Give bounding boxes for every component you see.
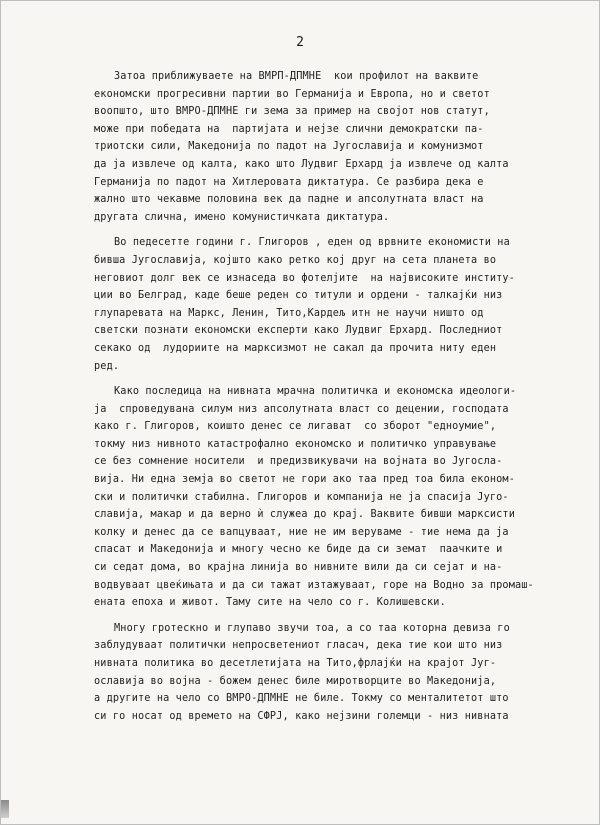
- text-line: глупаревата на Маркс, Ленин, Тито,Кардељ итн не научи ништо од: [94, 307, 484, 319]
- text-line: жално што чекавме половина век да падне и апсолутната власт на: [94, 194, 484, 206]
- text-line: неговиот долг век се изнаседа во фотелјите на највисоките институ-: [94, 272, 515, 284]
- text-line: Затоа приближуваете на ВМРП-ДПМНЕ кои профилот на ваквите: [114, 71, 479, 82]
- text-line: како г. Глигоров, коишто денес се лигават со зборот "едноумие",: [94, 421, 497, 433]
- text-line: ја спроведувана силум низ апсолутната власт со децении, господата: [94, 403, 509, 415]
- text-line: си го носат од времето на СФРЈ, како нејзини големци - низ нивната: [94, 710, 509, 722]
- text-line: Во педесетте години г. Глигоров , еден од врвните економисти на: [114, 237, 510, 249]
- text-line: бивша Југославија, којшто како ретко кој друг на сета планета во: [94, 254, 497, 266]
- text-line: водвуваат цвеќињата и да си тажат изтажуваат, горе на Водно за промаш-: [94, 579, 534, 591]
- text-line: ред.: [94, 360, 120, 372]
- text-line: Германија по падот на Хитлеровата диктатура. Се разбира дека е: [94, 176, 484, 188]
- text-line: ената епоха и живот. Таму сите на чело со г. Колишевски.: [94, 597, 446, 609]
- text-line: нивната политика во десетлетијата на Тито,фрлајќи на крајот Југ-: [94, 658, 497, 669]
- text-line: заблудуваат политички непросветениот гласач, дека тие кои што низ: [94, 640, 503, 652]
- text-line: а другите на чело со ВМРО-ДПМНЕ не биле. Токму со менталитетот што: [94, 693, 509, 705]
- text-line: Многу гротескно и глупаво звучи тоа, а со таа кoторна девиза го: [114, 622, 510, 634]
- text-line: Како последица на нивната мрачна политичка и економска идеологи-: [114, 386, 517, 398]
- text-line: светски познати економски експерти како Лудвиг Ерхард. Последниот: [94, 325, 503, 337]
- scan-edge-mark: [1, 800, 9, 818]
- text-line: може при победата на партијата и нејзе слични демократски па-: [94, 123, 484, 135]
- paragraph-1: [94, 68, 534, 226]
- text-line: ции во Белград, каде беше реден со титули и ордени - талкајќи низ: [94, 290, 503, 302]
- text-line: колку и денес да се вапцуваат, ние не им веруваме - тие нема да ја: [94, 526, 509, 538]
- paragraph-4: [94, 620, 534, 726]
- text-line: спасат и Македонија и многу чесно ке биде да си земат паачките и: [94, 544, 503, 556]
- text-line: токму низ нивното катастрофално економско и политичко управување: [94, 438, 497, 450]
- text-line: славија, макар и да верно ѝ служеа до крај. Ваквите бивши марксисти: [94, 509, 515, 521]
- text-line: ски и политички стабилна. Глигоров и компанија не ја спасија Југо-: [94, 491, 509, 503]
- text-line: триотски сили, Македонија по падот на Југославија и комунизмот: [94, 141, 484, 153]
- page-number: 2: [296, 35, 304, 50]
- text-line: ославија во војна - божем денес биле миротворците во Македонија,: [94, 675, 497, 687]
- paragraph-3: [94, 383, 534, 612]
- text-line: вија. Ни една земја во светот не гори ако таа пред тоа била економ-: [94, 474, 515, 486]
- text-line: да ја извлече од калта, како што Лудвиг Ерхард ја извлече од калта: [94, 158, 509, 170]
- document-body: [94, 68, 534, 733]
- text-line: секако од лудориите на марксизмот не сакал да прочита ниту еден: [94, 342, 497, 354]
- text-line: си седат дома, во крајна линија во нивните вили да си сејат и на-: [94, 562, 503, 574]
- text-line: се без сомнение носители и предизвикувачи на војната во Југосла-: [94, 456, 503, 468]
- text-line: воопшто, што ВМРО-ДПМНЕ ги зема за пример на својот нов статут,: [94, 106, 490, 118]
- text-line: другата слична, имено комунистичката диктатура.: [94, 211, 390, 223]
- text-line: економски прогресивни партии во Германија и Европа, но и светот: [94, 88, 490, 100]
- paragraph-2: [94, 234, 534, 375]
